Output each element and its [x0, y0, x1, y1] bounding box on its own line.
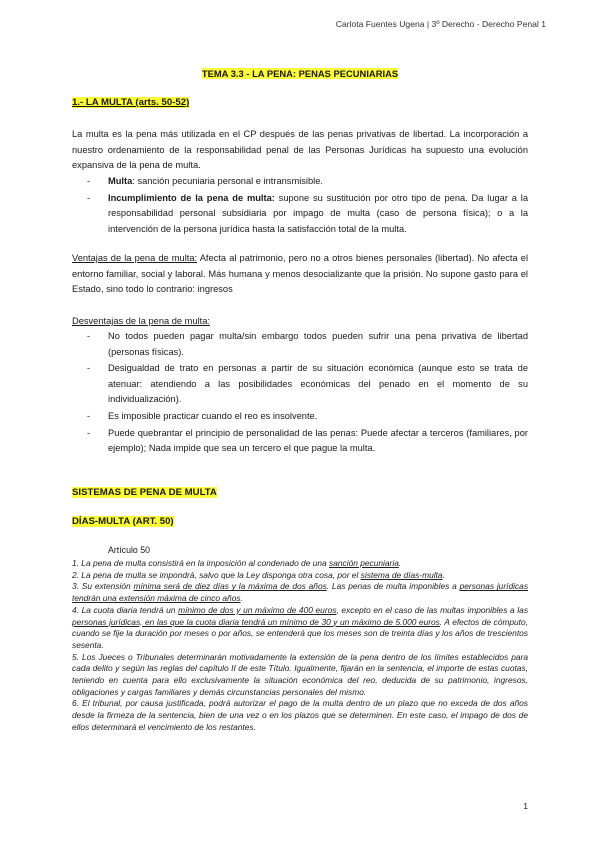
- article-text: , excepto en el caso de las multas imponibles a las: [336, 604, 529, 615]
- article-underline: personas jurídicas, en las que la cuota diaria tendrá un mínimo de 30 y un máximo de 5.000 euros: [72, 616, 440, 627]
- multa-bullet-list: [87, 174, 528, 238]
- article-paragraph: [72, 570, 528, 582]
- article-50-text: [72, 558, 528, 734]
- article-text: 2. La pena de multa se impondrá, salvo que la Ley disponga otra cosa, por el: [72, 569, 361, 580]
- article-paragraph: [72, 581, 528, 604]
- article-text: .: [442, 569, 445, 580]
- list-item: [87, 174, 528, 190]
- article-underline: mínima será de diez días y la máxima de dos años: [133, 581, 327, 592]
- article-title: Artículo 50: [108, 545, 151, 555]
- article-text: 1. La pena de multa consistirá en la imposición al condenado de una: [72, 558, 330, 568]
- article-paragraph: 5. Los Jueces o Tribunales determinarán motivadamente la extensión de la pena dentro de los límites establecidos para cada delito y según las reglas del capítulo II de este Título. Igualmente, fijarán en la sentencia, el importe de estas cuotas, teniendo en cuenta para ello exclusivamente la situación económica del reo, deducida de su patrimonio, ingresos, obligaciones y cargas familiares y demás circunstancias personales del mismo.: [72, 651, 528, 697]
- article-paragraph: [72, 605, 528, 652]
- subheading-dias-multa-text: DÍAS-MULTA (ART. 50): [72, 516, 174, 527]
- section-heading-sistemas-text: SISTEMAS DE PENA DE MULTA: [72, 487, 217, 498]
- subheading-dias-multa: [72, 516, 174, 527]
- article-text: .: [398, 558, 402, 568]
- page-header: Carlota Fuentes Ugena | 3º Derecho - Derecho Penal 1: [335, 19, 546, 29]
- list-item: - Es imposible practicar cuando el reo es insolvente.: [87, 409, 528, 425]
- intro-paragraph: La multa es la pena más utilizada en el CP después de las penas privativas de libertad. La incorporación a nuestro ordenamiento de la responsabilidad penal de las Personas Jurídicas ha supuesto una evolución expansiva de la pena de multa.: [72, 129, 528, 171]
- section-heading-sistemas: [72, 487, 217, 498]
- bullet-term: Incumplimiento de la pena de multa:: [108, 192, 275, 203]
- article-text: . A efectos de cómputo, cuando se fije la duración por meses o por años, se entenderá que los meses son de treinta días y los años de trescientos sesenta.: [72, 616, 528, 650]
- ventajas-label: Ventajas de la pena de multa:: [72, 253, 198, 263]
- article-underline: personas jurídicas tendrán una extensión máxima de cinco años: [72, 581, 529, 604]
- article-paragraph: [72, 558, 528, 570]
- list-item: [87, 191, 528, 238]
- ventajas-text: Afecta al patrimonio, pero no a otros bienes personales (libertad). No afecta el entorno familiar, social y laboral. Más humana y menos desocializante que la prisión. No supone gasto para el Estado, sino todo lo contrario: ingresos: [72, 253, 529, 295]
- page-number: 1: [523, 801, 528, 811]
- bullet-text: : sanción pecuniaria personal e intransmisible.: [132, 176, 323, 186]
- bullet-term: Multa: [108, 176, 133, 186]
- list-item: - No todos pueden pagar multa/sin embargo todos pueden sufrir una pena privativa de libertad (personas físicas).: [87, 329, 528, 360]
- article-paragraph: 6. El tribunal, por causa justificada, podrá autorizar el pago de la multa dentro de un plazo que no exceda de dos años desde la firmeza de la sentencia, bien de una vez o en los plazos que se determinen. En este caso, el impago de dos de ellos determinará el vencimiento de los restantes.: [72, 698, 528, 732]
- list-item: - Puede quebrantar el principio de personalidad de las penas: Puede afectar a terceros (familiares, por ejemplo); Nada impide que sea un tercero el que pague la multa.: [87, 426, 528, 457]
- desventajas-list: [87, 329, 528, 458]
- document-title-text: TEMA 3.3 - LA PENA: PENAS PECUNIARIAS: [201, 68, 399, 79]
- section-heading-multa-text: 1.- LA MULTA (arts. 50-52): [72, 97, 190, 108]
- ventajas-paragraph: [72, 251, 528, 298]
- list-item: - Desigualdad de trato en personas a partir de su situación económica (aunque esto se trata de atenuar: atendiendo a las posibilidades económicas del penado en el momento de su individualización).: [87, 361, 528, 408]
- article-underline: mínimo de dos y un máximo de 400 euros: [178, 604, 337, 615]
- article-text: 3. Su extensión: [72, 581, 134, 592]
- section-heading-multa: [72, 97, 189, 108]
- article-text: 4. La cuota diaria tendrá un: [72, 604, 179, 615]
- article-text: .: [240, 593, 243, 604]
- article-text: . Las penas de multa imponibles a: [326, 581, 460, 592]
- document-title: [0, 68, 600, 79]
- article-underline: sistema de días-multa: [360, 569, 443, 580]
- desventajas-label: Desventajas de la pena de multa:: [72, 316, 210, 326]
- article-underline: sanción pecuniaria: [329, 558, 399, 568]
- bullet-text: supone su sustitución por otro tipo de pena. Da lugar a la responsabilidad personal subsidiaria por impago de multa (caso de persona física); o a la intervención de la persona jurídica hasta la satisfacción total de la multa.: [108, 192, 528, 234]
